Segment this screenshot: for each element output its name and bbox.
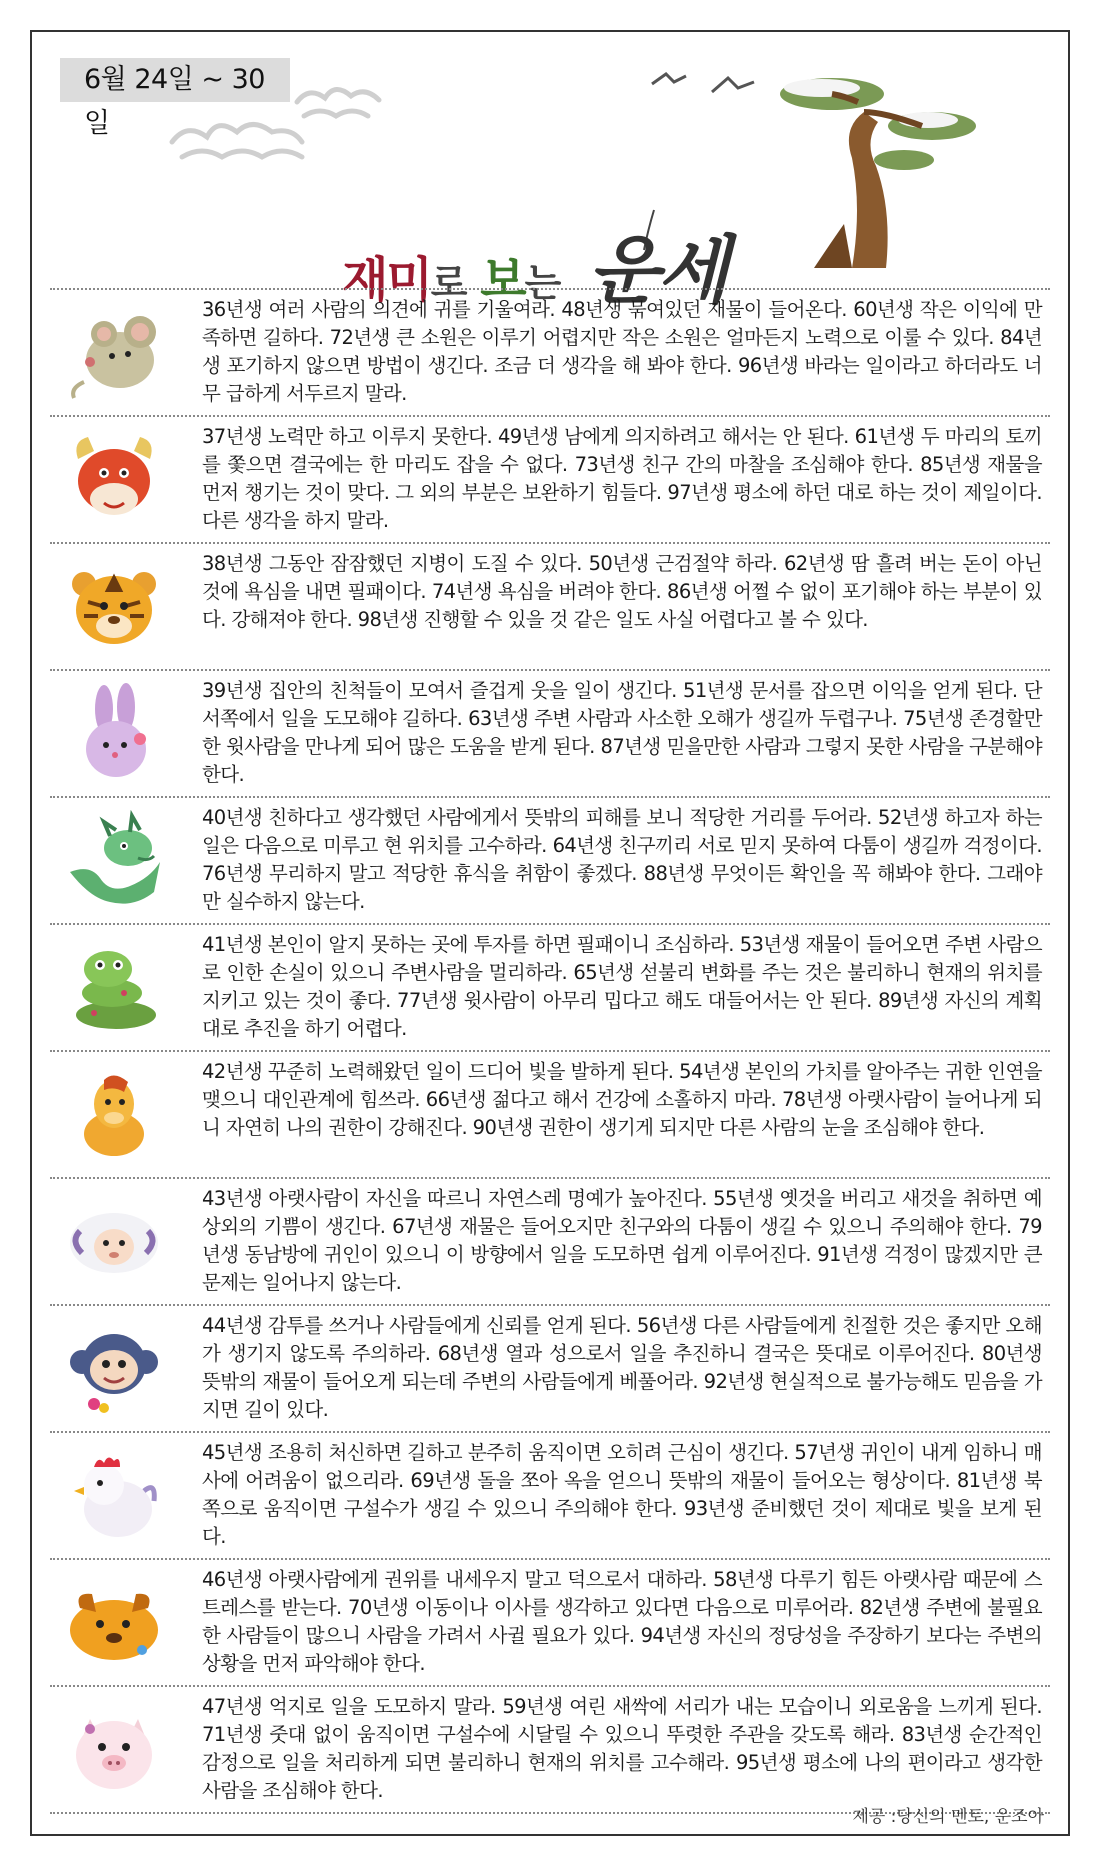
zodiac-row-horse — [50, 1050, 1050, 1177]
zodiac-row-pig — [50, 1685, 1050, 1814]
dog-icon — [62, 1572, 166, 1672]
title-part-unse: 운세 — [588, 228, 727, 314]
ox-icon — [62, 429, 166, 529]
dragon-icon — [62, 810, 166, 910]
zodiac-row-rabbit — [50, 669, 1050, 796]
fortune-text: 43년생 아랫사람이 자신을 따르니 자연스레 명예가 높아진다. 55년생 옛것을 버리고 새것을 취하면 예상외의 기쁨이 생긴다. 67년생 재물은 들어오지만 친구와의 다툼이 생길 수 있으니 주의해야 한다. 79년생 동남방에 귀인이 있으니 이 방향에서 일을 도모하면 쉽게 이루어진다. 91년생 걱정이 많겠지만 큰 문제는 일어나지 않는다. — [202, 1187, 1042, 1294]
monkey-icon — [62, 1318, 166, 1418]
zodiac-row-ox — [50, 415, 1050, 542]
tiger-icon — [62, 556, 166, 656]
bird-icon — [652, 74, 754, 92]
fortune-text: 45년생 조용히 처신하면 길하고 분주히 움직이면 오히려 근심이 생긴다. 57년생 귀인이 내게 임하니 매사에 어려움이 없으리라. 69년생 돌을 쪼아 옥을 얻으니 뜻밖의 재물이 들어오는 형상이다. 81년생 북쪽으로 움직이면 구설수가 생길 수 있으니 주의해야 한다. 93년생 준비했던 것이 제대로 빛을 보게 된다. — [202, 1441, 1042, 1548]
zodiac-row-dragon — [50, 796, 1050, 923]
rooster-icon — [62, 1445, 166, 1545]
horoscope-panel — [30, 30, 1070, 1836]
title-part-neun: 는 — [524, 261, 560, 305]
fortune-text: 42년생 꾸준히 노력해왔던 일이 드디어 빛을 발하게 된다. 54년생 본인의 가치를 알아주는 귀한 인연을 맺으니 대인관계에 힘쓰라. 66년생 젊다고 해서 건강에 소홀하지 마라. 78년생 아랫사람이 늘어나게 되니 자연히 나의 권한이 강해진다. 90년생 권한이 생기게 되지만 다른 사람의 눈을 조심해야 한다. — [202, 1060, 1042, 1139]
title-part-jaemi: 재미 — [342, 252, 431, 308]
page-title — [342, 212, 727, 314]
zodiac-row-monkey — [50, 1304, 1050, 1431]
credit-line: 제공 :당신의 멘토, 운조아 — [852, 1807, 1044, 1827]
fortune-text: 41년생 본인이 알지 못하는 곳에 투자를 하면 필패이니 조심하라. 53년생 재물이 들어오면 주변 사람으로 인한 손실이 있으니 주변사람을 멀리하라. 65년생 섣불리 변화를 주는 것은 불리하니 현재의 위치를 지키고 있는 것이 좋다. 77년생 윗사람이 아무리 밉다고 해도 대들어서는 안 된다. 89년생 자신의 계획대로 추진을 하기 어렵다. — [202, 933, 1042, 1040]
zodiac-row-sheep — [50, 1177, 1050, 1304]
date-range-badge: 6월 24일 ~ 30일 — [60, 58, 290, 102]
title-part-bo: 보 — [480, 252, 525, 308]
fortune-text: 38년생 그동안 잠잠했던 지병이 도질 수 있다. 50년생 근검절약 하라. 62년생 땀 흘려 버는 돈이 아닌 것에 욕심을 내면 필패이다. 74년생 욕심을 버려야 한다. 86년생 어쩔 수 없이 포기해야 하는 부분이 있다. 강해져야 한다. 98년생 진행할 수 있을 것 같은 일도 사실 어렵다고 볼 수 있다. — [202, 552, 1042, 631]
horse-icon — [62, 1064, 166, 1164]
zodiac-row-rat — [50, 288, 1050, 415]
fortune-text: 46년생 아랫사람에게 권위를 내세우지 말고 덕으로서 대하라. 58년생 다루기 힘든 아랫사람 때문에 스트레스를 받는다. 70년생 이동이나 이사를 생각하고 있다면 다음으로 미루어라. 82년생 주변에 불필요한 사람들이 많으니 사람을 가려서 사귈 필요가 있다. 94년생 자신의 정당성을 주장하기 보다는 주변의 상황을 먼저 파악해야 한다. — [202, 1568, 1042, 1675]
fortune-text: 40년생 친하다고 생각했던 사람에게서 뜻밖의 피해를 보니 적당한 거리를 두어라. 52년생 하고자 하는 일은 다음으로 미루고 현 위치를 고수하라. 64년생 친구끼리 서로 믿지 못하여 다툼이 생길까 걱정이다. 76년생 무리하지 말고 적당한 휴식을 취함이 좋겠다. 88년생 무엇이든 확인을 꼭 해봐야 한다. 그래야만 실수하지 않는다. — [202, 806, 1042, 913]
pine-tree-icon — [780, 78, 976, 268]
zodiac-row-snake — [50, 923, 1050, 1050]
fortune-text: 36년생 여러 사람의 의견에 귀를 기울여라. 48년생 묶여있던 재물이 들어온다. 60년생 작은 이익에 만족하면 길하다. 72년생 큰 소원은 이루기 어렵지만 작은 소원은 얼마든지 노력으로 이룰 수 있다. 84년생 포기하지 않으면 방법이 생긴다. 조금 더 생각을 해 봐야 한다. 96년생 바라는 일이라고 하더라도 너무 급하게 서두르지 말라. — [202, 298, 1042, 405]
zodiac-row-dog — [50, 1558, 1050, 1685]
snake-icon — [62, 937, 166, 1037]
fortune-text: 44년생 감투를 쓰거나 사람들에게 신뢰를 얻게 된다. 56년생 다른 사람들에게 친절한 것은 좋지만 오해가 생기지 않도록 주의하라. 68년생 열과 성으로서 일을 추진하니 결국은 뜻대로 이루어진다. 80년생 뜻밖의 재물이 들어오게 되는데 주변의 사람들에게 베풀어라. 92년생 현실적으로 불가능해도 믿음을 가지면 길이 있다. — [202, 1314, 1042, 1421]
rat-icon — [62, 302, 166, 402]
pig-icon — [62, 1699, 166, 1799]
zodiac-row-rooster — [50, 1431, 1050, 1558]
fortune-text: 39년생 집안의 친척들이 모여서 즐겁게 웃을 일이 생긴다. 51년생 문서를 잡으면 이익을 얻게 된다. 단 서쪽에서 일을 도모해야 길하다. 63년생 주변 사람과 사소한 오해가 생길까 두렵구나. 75년생 존경할만한 윗사람을 만나게 되어 많은 도움을 받게 된다. 87년생 믿을만한 사람과 그렇지 못한 사람을 구분해야 한다. — [202, 679, 1042, 786]
title-part-ro: 로 — [430, 261, 466, 305]
fortune-text: 47년생 억지로 일을 도모하지 말라. 59년생 여린 새싹에 서리가 내는 모습이니 외로움을 느끼게 된다. 71년생 줏대 없이 움직이면 구설수에 시달릴 수 있으니 뚜렷한 주관을 갖도록 해라. 83년생 순간적인 감정으로 일을 처리하게 되면 불리하니 현재의 위치를 고수해라. 95년생 평소에 나의 편이라고 생각한 사람을 조심해야 한다. — [202, 1695, 1042, 1802]
rabbit-icon — [62, 683, 166, 783]
zodiac-list — [50, 288, 1050, 1814]
zodiac-row-tiger — [50, 542, 1050, 669]
sheep-icon — [62, 1191, 166, 1291]
fortune-text: 37년생 노력만 하고 이루지 못한다. 49년생 남에게 의지하려고 해서는 안 된다. 61년생 두 마리의 토끼를 쫓으면 결국에는 한 마리도 잡을 수 없다. 73년생 친구 간의 마찰을 조심해야 한다. 85년생 재물을 먼저 챙기는 것이 맞다. 그 외의 부분은 보완하기 힘들다. 97년생 평소에 하던 대로 하는 것이 제일이다. 다른 생각을 하지 말라. — [202, 425, 1042, 532]
